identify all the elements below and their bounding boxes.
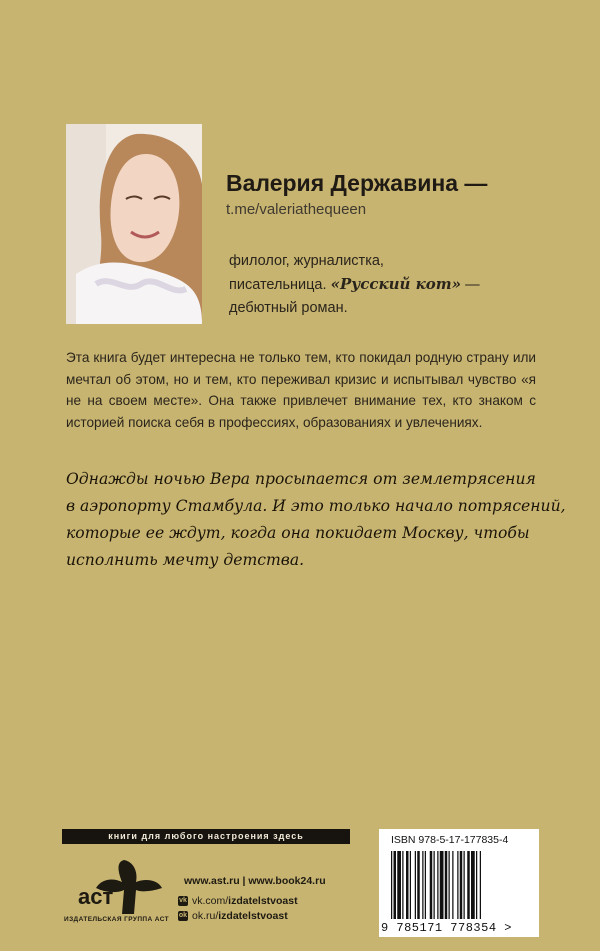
barcode-bar (467, 851, 470, 919)
barcode-bar (440, 851, 444, 919)
ok-link-prefix: ok.ru/ (192, 910, 219, 922)
barcode-bar (460, 851, 463, 919)
book-teaser (66, 466, 566, 574)
barcode-bar (415, 851, 416, 919)
barcode-bar (471, 851, 475, 919)
author-bio (229, 250, 519, 320)
author-bio-dash: — (461, 277, 480, 293)
author-bio-line (229, 273, 519, 297)
barcode-bar (452, 851, 453, 919)
barcode-bar (417, 851, 420, 919)
vk-link[interactable] (178, 895, 298, 907)
barcode-bar (480, 851, 481, 919)
teaser-line: которые ее ждут, когда она покидает Москву, чтобы (66, 524, 530, 542)
barcode-bar (449, 851, 450, 919)
barcode-bar (397, 851, 401, 919)
barcode-bar (422, 851, 423, 919)
vk-link-handle: izdatelstvoast (228, 895, 298, 907)
vk-icon: vk (179, 897, 187, 904)
author-name: Валерия Державина — (226, 170, 488, 196)
barcode-bar (434, 851, 435, 919)
publisher-sites[interactable]: www.ast.ru | www.book24.ru (184, 875, 326, 887)
barcode-bar (437, 851, 438, 919)
publisher-imprint: ИЗДАТЕЛЬСКАЯ ГРУППА АСТ (64, 916, 170, 923)
barcode-bar (425, 851, 426, 919)
author-telegram-link[interactable]: t.me/valeriathequeen (226, 201, 367, 218)
book-description: Эта книга будет интересна не только тем, кто покидал родную страну или мечтал об этом, но и тем, кто переживал кризис и испытывал чувство «я не на своем месте». Она также привлечет внимание тех, кто знаком с историей поиска себя в профессиях, образованиях и увлечениях. (66, 350, 536, 430)
author-photo (66, 124, 202, 324)
barcode-bar (410, 851, 411, 919)
teaser-line: в аэропорту Стамбула. И это только начало потрясений, (66, 497, 566, 515)
novel-title: «Русский кот» (330, 275, 462, 293)
publisher-slogan: книги для любого настроения здесь (62, 829, 350, 844)
vk-link-prefix: vk.com/ (192, 895, 229, 907)
ast-logo-text: аст (78, 884, 114, 909)
barcode-bar (457, 851, 458, 919)
isbn-number: ISBN 978-5-17-177835-4 (391, 834, 509, 846)
barcode-bar (445, 851, 448, 919)
ok-link-handle: izdatelstvoast (218, 910, 288, 922)
barcode-bar (402, 851, 403, 919)
barcode-bar (394, 851, 397, 919)
author-portrait (66, 124, 202, 324)
barcode-bar (406, 851, 409, 919)
ok-link[interactable] (178, 910, 288, 922)
author-bio-line: дебютный роман. (229, 300, 348, 316)
barcode-digits: 9 785171 778354 > (381, 921, 512, 935)
author-bio-line: филолог, журналистка, (229, 253, 384, 269)
ok-icon: ok (178, 912, 188, 919)
barcode-bar (476, 851, 477, 919)
barcode-bar (391, 851, 392, 919)
teaser-line: исполнить мечту детства. (66, 551, 305, 569)
barcode-bar (464, 851, 465, 919)
barcode-bar (430, 851, 433, 919)
author-bio-prefix: писательница. (229, 277, 327, 293)
teaser-line: Однажды ночью Вера просыпается от землетрясения (66, 470, 536, 488)
